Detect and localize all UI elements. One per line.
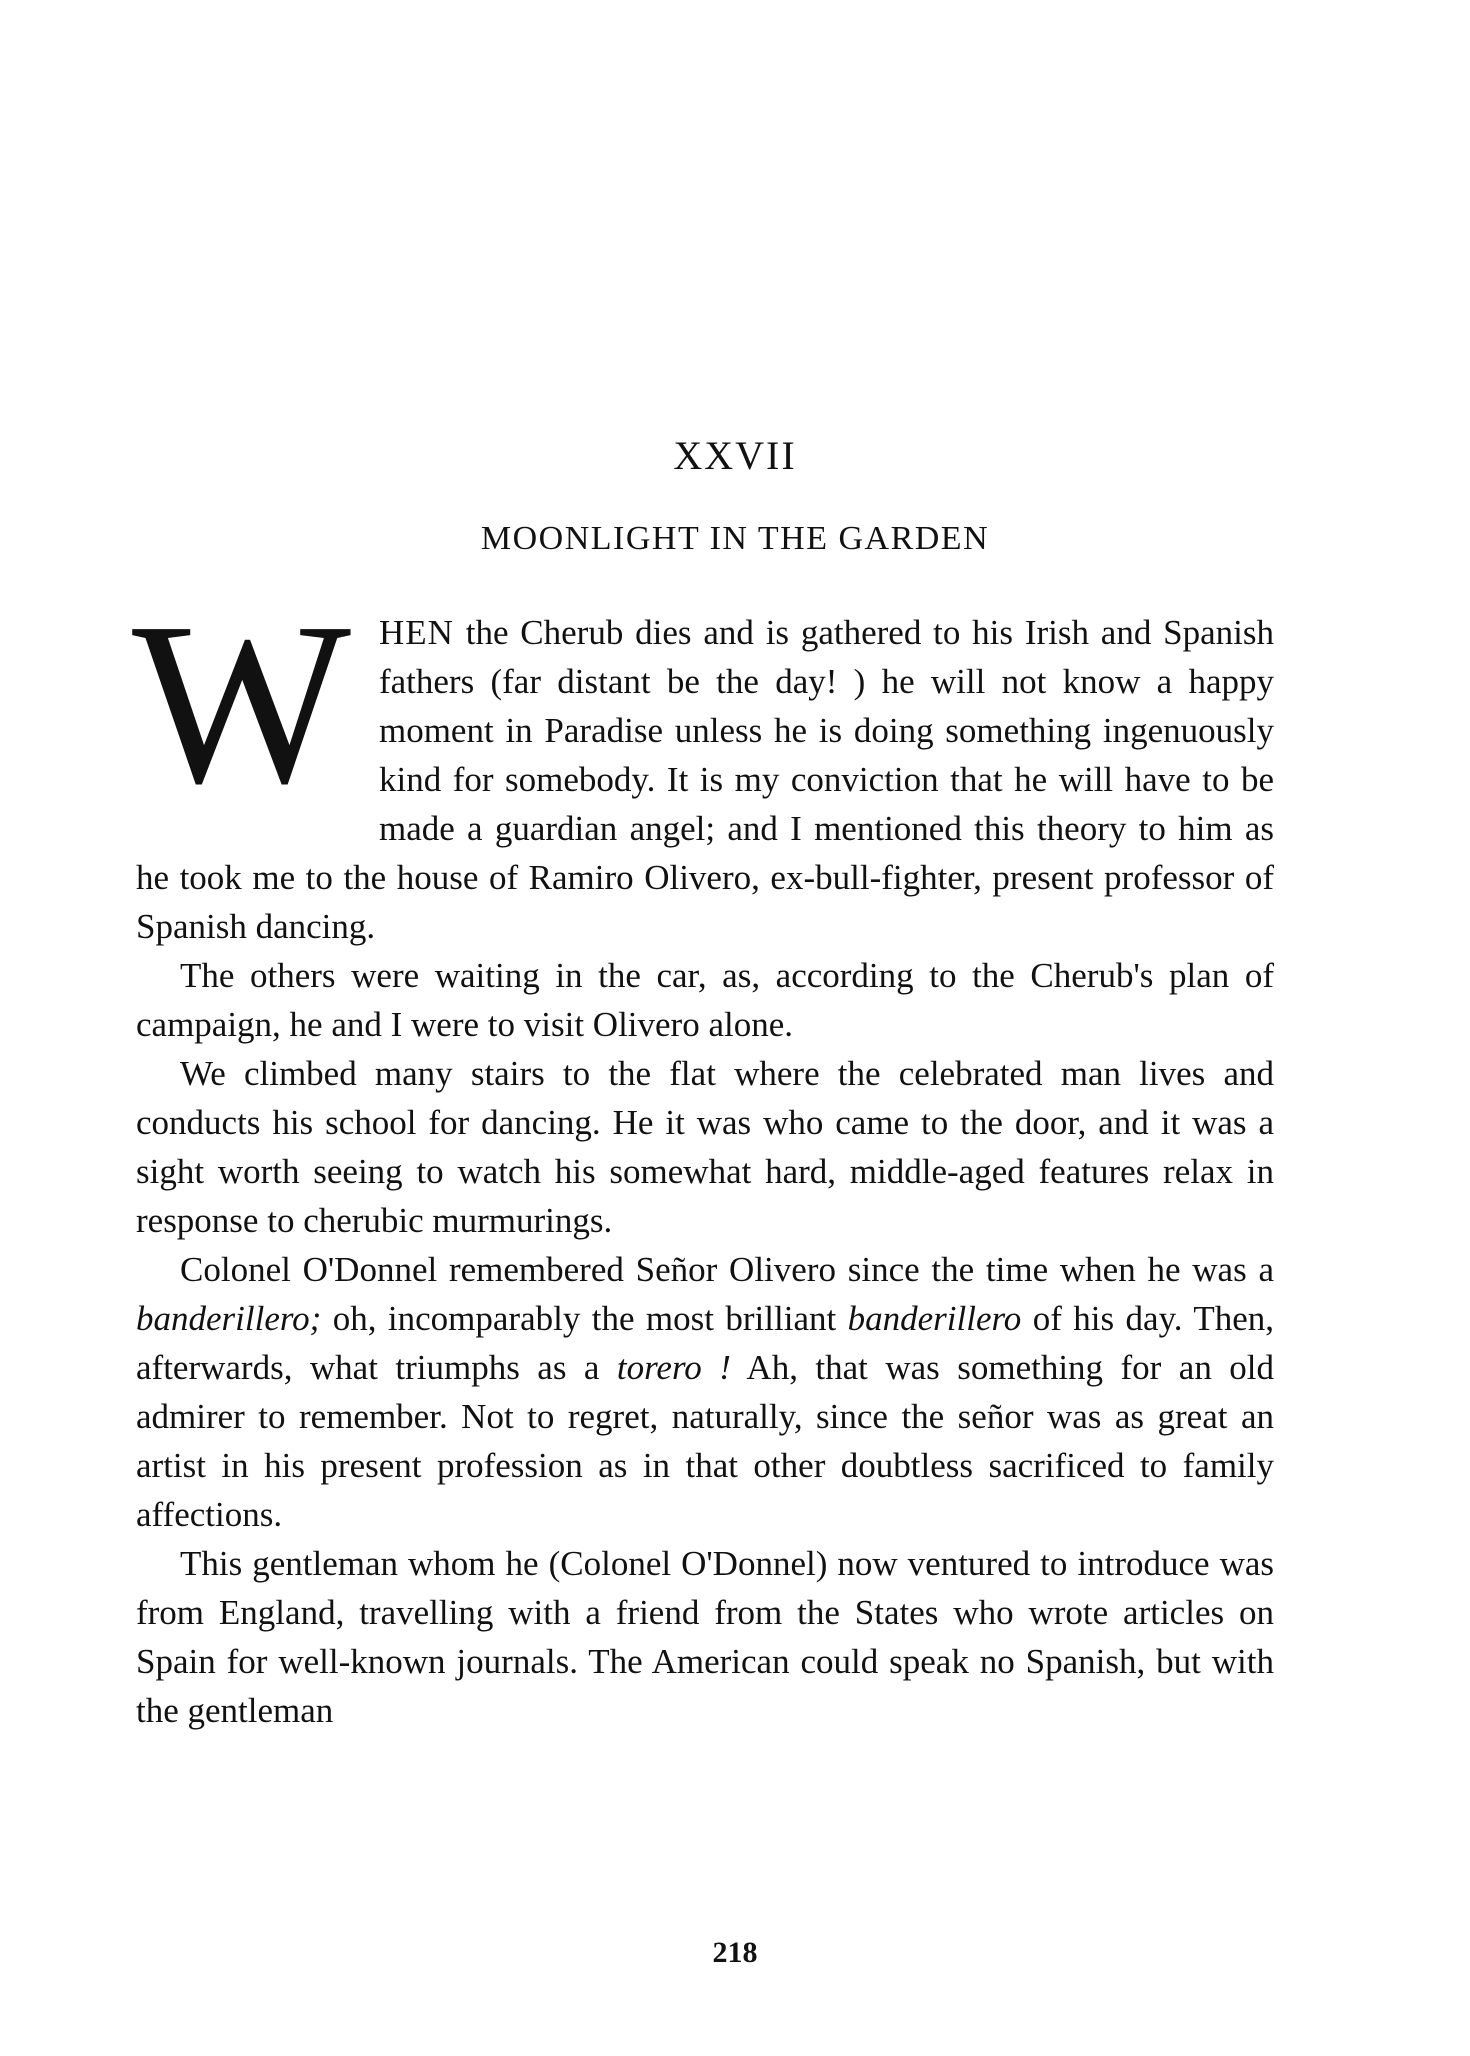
paragraph-2: The others were waiting in the car, as, according to the Cherub's plan of campaign, he and I were to visit Olivero alone. [136,956,1274,1044]
italic-torero: torero ! [616,1348,731,1387]
paragraph-4 [136,1245,1274,1539]
paragraph-5: This gentleman whom he (Colonel O'Donnel) now ventured to introduce was from England, travelling with a friend from the States who wrote articles on Spain for well-known journals. The American could speak no Spanish, but with the gentleman [136,1544,1274,1730]
opening-caps: HEN [378,613,454,652]
chapter-number: XXVII [673,433,797,478]
paragraph-1-text: the Cherub dies and is gathered to his Irish and Spanish fathers (far distant be the day! ) he will not know a happy moment in Paradise unless he is doing something ingenuously kind for somebody. It is my conviction that he will have to be made a guardian angel; and I mentioned this theory to him as he took me to the house of Ramiro Olivero, ex-bull-fighter, present professor of Spanish dancing. [136,613,1274,946]
paragraph-4-text-c: of his day. Then, afterwards, what triumphs as a [136,1299,1274,1387]
paragraph-1 [132,575,1274,951]
paragraph-4-text-b: oh, incomparably the most brilliant [321,1299,848,1338]
page-number: 218 [712,1936,758,1969]
chapter-title: MOONLIGHT IN THE GARDEN [480,520,990,557]
drop-cap: W [132,575,351,832]
italic-banderillero-2: banderillero [847,1299,1022,1338]
paragraph-3: We climbed many stairs to the flat where the celebrated man lives and conducts his school for dancing. He it was who came to the door, and it was a sight worth seeing to watch his somewhat hard, middle-aged features relax in response to cherubic murmurings. [136,1054,1274,1240]
chapter-body [132,575,1274,1735]
italic-banderillero-1: banderillero; [136,1299,322,1338]
paragraph-4-text-a: Colonel O'Donnel remembered Señor Olivero since the time when he was a [180,1250,1274,1289]
paragraph-4-text-d: Ah, that was something for an old admirer to remember. Not to regret, naturally, since the señor was as great an artist in his present profession as in that other doubtless sacrificed to family affections. [136,1348,1274,1534]
